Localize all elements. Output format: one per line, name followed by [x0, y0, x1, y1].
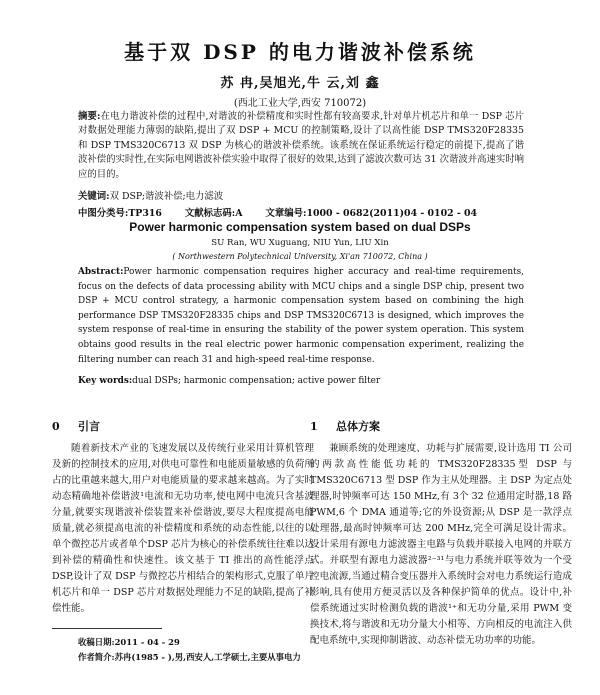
keywords-en-text: dual DSPs; harmonic compensation; active power filter	[132, 376, 381, 386]
footnote-divider	[52, 628, 162, 629]
keywords-cn-text: 双 DSP;谐波补偿;电力滤波	[109, 191, 224, 202]
authors-en: SU Ran, WU Xuguang, NIU Yun, LIU Xin	[211, 238, 389, 248]
paper-title-en: Power harmonic compensation system based on dual DSPs	[129, 220, 471, 234]
document-code: 文献标志码:A	[184, 208, 243, 219]
keywords-cn-label: 关键词:	[78, 191, 110, 202]
authors-cn: 苏 冉,吴旭光,牛 云,刘 鑫	[220, 76, 380, 91]
affiliation-cn: (西北工业大学,西安 710072)	[233, 98, 367, 109]
affiliation-en: ( Northwestern Polytechnical University, Xi'an 710072, China )	[172, 252, 428, 261]
column-right	[310, 418, 572, 649]
section-title: 引言	[78, 420, 100, 433]
abstract-en-label: Abstract:	[78, 267, 124, 277]
overview-paragraph: 兼顾系统的处理速度、功耗与扩展需要,设计选用 TI 公司的两款高性能低功耗的 TMS320F28335型 DSP 与 TMS320C6713 型 DSP 作为主从处理器。主 DSP 为定点处理器,时钟频率可达 150 MHz,有 3个 32 位通用定时器,18 路 PWM,6 个 DMA 通道等;它的外设资源;从 DSP 是一款浮点处理器,最高时钟频率可达 200 MHz,完全可满足设计需求。设计采用有源电力滤波器主电路与负载并联接入电网的并联方式。并联型有源电力滤波器²⁻³¹与电力系统并联等效为一个受控电流源,当通过精合变压器并入系统时会对电力系统运行造成影响,具有使用方便灵活以及各种保护简单的优点。设计中,补偿系统通过实时检测负载的谐波¹⁺和无功分量,采用 PWM 变换技术,将与谐波和无功分量大小相等、方向相反的电流注入供配电系统中,实现抑制谐波、动态补偿无功功率的功能。	[310, 443, 572, 646]
article-number: 文章编号:1000 - 0682(2011)04 - 0102 - 04	[265, 208, 478, 219]
clc-number: 中图分类号:TP316	[78, 208, 162, 219]
column-left	[52, 418, 314, 617]
author-bio-footnote: 作者简介:苏冉(1985 - ),男,西安人,工学硕士,主要从事电力	[78, 652, 301, 662]
received-date-footnote: 收稿日期:2011 - 04 - 29	[78, 637, 180, 647]
keywords-en	[78, 376, 524, 386]
abstract-cn	[78, 110, 524, 182]
classification-line	[78, 205, 538, 219]
keywords-cn	[78, 188, 524, 202]
intro-paragraph: 随着新技术产业的飞速发展以及传统行业采用计算机管理及新的控制技术的应用,对供电可靠性和电能质量敏感的负荷所占的比重越来越大,用户对电能质量的要求越来越高。为了实时动态精确地补偿谐波¹电流和无功功率,使电网中电流只含基波分量,就要实现谐波补偿装置来补偿谐波,要尽大程度提高电能质量,就必须提高电流的补偿精度和系统的动态性能,以往的以单个微控芯片或者单个DSP 芯片为核心的补偿系统往往难以达到补偿的精确性和快速性。该文基于 TI 推出的高性能浮点DSP,设计了双 DSP 与微控芯片相结合的架构形式,克服了单片机芯片和单一 DSP 芯片对数据处理能力不足的缺陷,提高了补偿性能。	[52, 443, 314, 614]
section-number: 1	[310, 420, 318, 433]
section-number: 0	[52, 420, 60, 433]
abstract-en	[78, 265, 524, 367]
section-title: 总体方案	[336, 420, 380, 433]
abstract-cn-label: 摘要:	[78, 111, 101, 122]
abstract-cn-text: 在电力谐波补偿的过程中,对谐波的补偿精度和实时性都有较高要求,针对单片机芯片和单一 DSP 芯片对数据处理能力薄弱的缺陷,提出了双 DSP + MCU 的控制策略,设计了以高性能 DSP TMS320F28335 和 DSP TMS320C6713 双 DSP 为核心的谐波补偿系统。该系统在保证系统运行稳定的前提下,提高了谐波补偿的实时性,在实际电网谐波补偿实验中取得了很好的效果,达到了滤波次数可达 31 次谐波并高速实时响应的目的。	[78, 111, 525, 180]
paper-title-cn: 基于双 DSP 的电力谐波补偿系统	[124, 40, 476, 64]
section-heading-intro	[52, 418, 314, 434]
keywords-en-label: Key words:	[78, 376, 133, 386]
section-heading-overview	[310, 418, 572, 434]
abstract-en-text: Power harmonic compensation requires higher accuracy and real-time requirements, focus on the defects of data processing ability with MCU chips and a single DSP chip, present two DSP + MCU control strategy, a harmonic compensation system based on combining the high performance DSP TMS320F28335 chips and DSP TMS320C6713 is designed, which improves the system response of real-time in ensuring the stability of the power system operation. This system obtains good results in the real electric power harmonic compensation experiment, realizing the filtering number can reach 31 and high-speed real-time response.	[78, 267, 524, 365]
